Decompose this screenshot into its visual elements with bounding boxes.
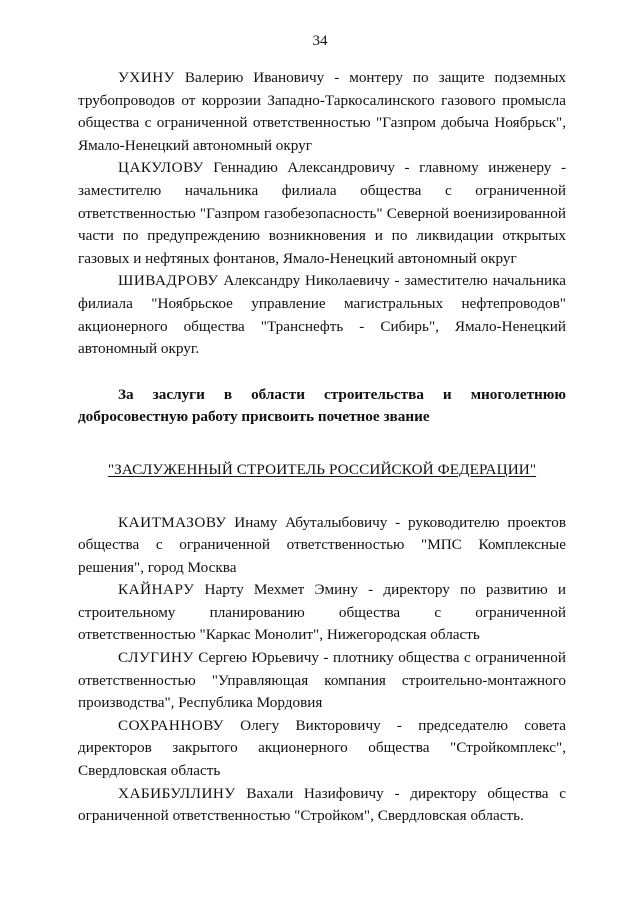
spacer [78, 429, 566, 459]
recipient-details: Геннадию Александровичу - главному инженеру - заместителю начальника филиала общества с ограниченной ответственностью "Газпром газобезопасность" Северной военизированной части по предупреждению возникновения и по ликвидации открытых газовых и нефтяных фонтанов, Ямало-Ненецкий автономный округ [78, 159, 567, 267]
award-entry [78, 783, 566, 828]
recipient-details: Сергею Юрьевичу - плотнику общества с ограниченной ответственностью "Управляющая компания строительно-монтажного производства", Республика Мордовия [78, 649, 566, 712]
recipient-surname: УХИНУ [118, 69, 175, 86]
recipient-details: Нарту Мехмет Эмину - директору по развитию и строительному планированию общества с ограниченной ответственностью "Каркас Монолит", Нижегородская область [78, 581, 566, 644]
award-entry [78, 270, 566, 360]
recipient-surname: ШИВАДРОВУ [118, 272, 219, 290]
spacer [78, 361, 566, 384]
recipient-details: Александру Николаевичу - заместителю начальника филиала "Ноябрьское управление магистральных нефтепроводов" акционерного общества "Транснефть - Сибирь", Ямало-Ненецкий автономный округ. [78, 272, 566, 358]
award-entry [78, 579, 566, 647]
recipient-surname: КАИТМАЗОВУ [118, 513, 227, 531]
award-entry [78, 67, 566, 157]
recipient-surname: СОХРАННОВУ [118, 716, 224, 734]
recipient-surname: ХАБИБУЛЛИНУ [118, 784, 236, 802]
award-title-line [78, 459, 566, 482]
award-entry [78, 647, 566, 715]
recipient-details: Олегу Викторовичу - председателю совета директоров закрытого акционерного общества "Стройкомплекс", Свердловская область [78, 716, 566, 780]
recipient-surname: СЛУГИНУ [118, 649, 194, 667]
award-entry [78, 715, 566, 783]
recipient-surname: КАЙНАРУ [118, 581, 195, 599]
spacer [78, 482, 566, 512]
recipient-details: Валерию Ивановичу - монтеру по защите подземных трубопроводов от коррозии Западно-Таркосалинского газового промысла общества с ограниченной ответственностью "Газпром добыча Ноябрьск", Ямало-Ненецкий автономный округ [78, 69, 566, 154]
award-title: "ЗАСЛУЖЕННЫЙ СТРОИТЕЛЬ РОССИЙСКОЙ ФЕДЕРАЦИИ" [107, 460, 537, 478]
award-entry [78, 512, 566, 580]
section-heading: За заслуги в области строительства и многолетнюю добросовестную работу присвоить почетное звание [78, 385, 566, 426]
recipient-surname: ЦАКУЛОВУ [118, 159, 204, 177]
page-number: 34 [312, 33, 328, 49]
recipient-details: Вахали Назифовичу - директору общества с ограниченной ответственностью "Стройком", Свердловская область. [78, 784, 566, 825]
recipient-details: Инаму Абуталыбовичу - руководителю проектов общества с ограниченной ответственностью "МПС Комплексные решения", город Москва [78, 513, 566, 576]
document-body [78, 67, 566, 828]
award-entry [78, 157, 566, 270]
